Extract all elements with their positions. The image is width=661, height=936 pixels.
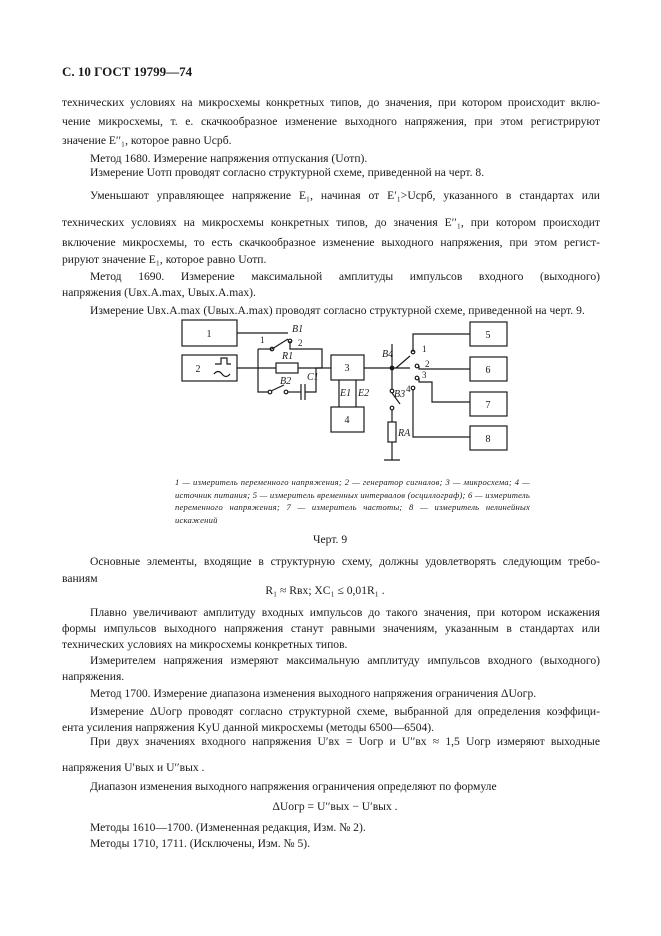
paragraph-line: напряжения.: [62, 670, 125, 683]
paragraph-line: технических условиях на микросхемы конкретных типов, до значения E′′₁, при котором происходит: [62, 216, 600, 229]
paragraph-line: Измерителем напряжения измеряют максимальную амплитуду импульсов входного (выходного): [90, 654, 600, 667]
label-c1: C1: [307, 372, 319, 383]
label-r1: R1: [282, 351, 294, 362]
formula-2: ΔUогр = U′′вых − U′вых .: [272, 800, 398, 813]
paragraph-line: технических условиях на микросхемы конкретных типов.: [62, 638, 348, 651]
svg-text:6: 6: [485, 365, 491, 376]
paragraph-line: значение E′′₁, которое равно Uсрб.: [62, 134, 232, 147]
block-1-label: 1: [206, 329, 212, 340]
paragraph-line: напряжения (Uвх.А.max, Uвых.А.max).: [62, 286, 256, 299]
paragraph-line: формы импульсов выходного напряжения станут равными значениям, указанным в стандартах или: [62, 622, 600, 635]
paragraph-line: Плавно увеличивают амплитуду входных импульсов до такого значения, при котором искажения: [90, 606, 600, 619]
method-1690: Метод 1690. Измерение максимальной амплитуды импульсов входного (выходного): [90, 270, 600, 283]
paragraph-line: включение микросхемы, то есть скачкообразное изменение выходного напряжения, при этом регист-: [62, 236, 600, 249]
formula-1: R₁ ≈ Rвх; XC₁ ≤ 0,01R₁ .: [265, 584, 385, 597]
paragraph-line: чение микросхемы, т. е. скачкообразное изменение выходного напряжения, при этом регистрируют: [62, 115, 600, 128]
svg-text:1: 1: [422, 344, 427, 354]
label-b3: В3: [394, 389, 406, 400]
method-1700: Метод 1700. Измерение диапазона изменения выходного напряжения ограничения ΔUогр.: [90, 687, 537, 700]
block-2-label: 2: [195, 364, 201, 375]
paragraph-line: ента усиления напряжения KyU данной микросхемы (методы 6500—6504).: [62, 721, 435, 734]
svg-text:7: 7: [485, 400, 491, 411]
paragraph-line: напряжения U′вых и U′′вых .: [62, 761, 205, 774]
paragraph-line: Уменьшают управляющее напряжение E₁, начиная от E′₁>Uсрб, указанного в стандартах или: [90, 189, 600, 202]
paragraph-line: ваниям: [62, 572, 98, 585]
label-b2: В2: [280, 376, 292, 387]
paragraph-line: Основные элементы, входящие в структурную схему, должны удовлетворять следующим требо-: [90, 555, 600, 568]
paragraph-line: Измерение Uвх.А.max (Uвых.А.max) проводят согласно структурной схеме, приведенной на черт. 9.: [90, 304, 585, 317]
circuit-diagram: [170, 312, 510, 467]
resistor-ra: [388, 422, 396, 442]
method-range-note: Методы 1610—1700. (Измененная редакция, Изм. № 2).: [90, 821, 366, 834]
diagram-legend: 1 — измеритель переменного напряжения; 2 — генератор сигналов; 3 — микросхема; 4 — источник питания; 5 — измеритель временных интервалов (осциллограф); 6 — измеритель переменного напряжения; 7 — измеритель частоты; 8 — измеритель нелинейных искажений: [175, 477, 530, 525]
label-ra: RA: [398, 428, 411, 439]
svg-text:5: 5: [485, 330, 491, 341]
paragraph-line: технических условиях на микросхемы конкретных типов, до значения, при котором происходит вклю-: [62, 96, 600, 109]
svg-text:8: 8: [485, 434, 491, 445]
paragraph-line: рируют значение E₁, которое равно Uотп.: [62, 253, 267, 266]
page-header: С. 10 ГОСТ 19799—74: [62, 64, 193, 79]
label-e1: E1: [340, 388, 352, 399]
svg-text:3: 3: [422, 370, 427, 380]
pulse-icon: [215, 358, 231, 364]
block-2: [182, 355, 237, 381]
block-4-label: 4: [344, 415, 350, 426]
method-excluded-note: Методы 1710, 1711. (Исключены, Изм. № 5).: [90, 837, 311, 850]
figure-caption: Черт. 9: [313, 533, 348, 546]
block-3-label: 3: [344, 363, 350, 374]
label-e2: E2: [358, 388, 370, 399]
method-1680: Метод 1680. Измерение напряжения отпускания (Uотп).: [90, 152, 368, 165]
paragraph-line: Измерение ΔUогр проводят согласно структурной схеме, выбранной для определения коэффици-: [90, 705, 600, 718]
svg-text:4: 4: [406, 384, 411, 394]
svg-text:2: 2: [425, 359, 430, 369]
label-b4: В4: [382, 349, 394, 360]
sine-icon: [214, 372, 230, 377]
svg-text:1: 1: [260, 335, 265, 345]
paragraph-line: Диапазон изменения выходного напряжения ограничения определяют по формуле: [90, 780, 497, 793]
resistor-r1: [276, 363, 298, 373]
paragraph-line: Измерение Uотп проводят согласно структурной схеме, приведенной на черт. 8.: [90, 166, 485, 179]
paragraph-line: При двух значениях входного напряжения U′вх = Uогр и U′′вх ≈ 1,5 Uогр измеряют выходные: [90, 735, 600, 748]
svg-text:2: 2: [298, 338, 303, 348]
label-b1: В1: [292, 324, 304, 335]
